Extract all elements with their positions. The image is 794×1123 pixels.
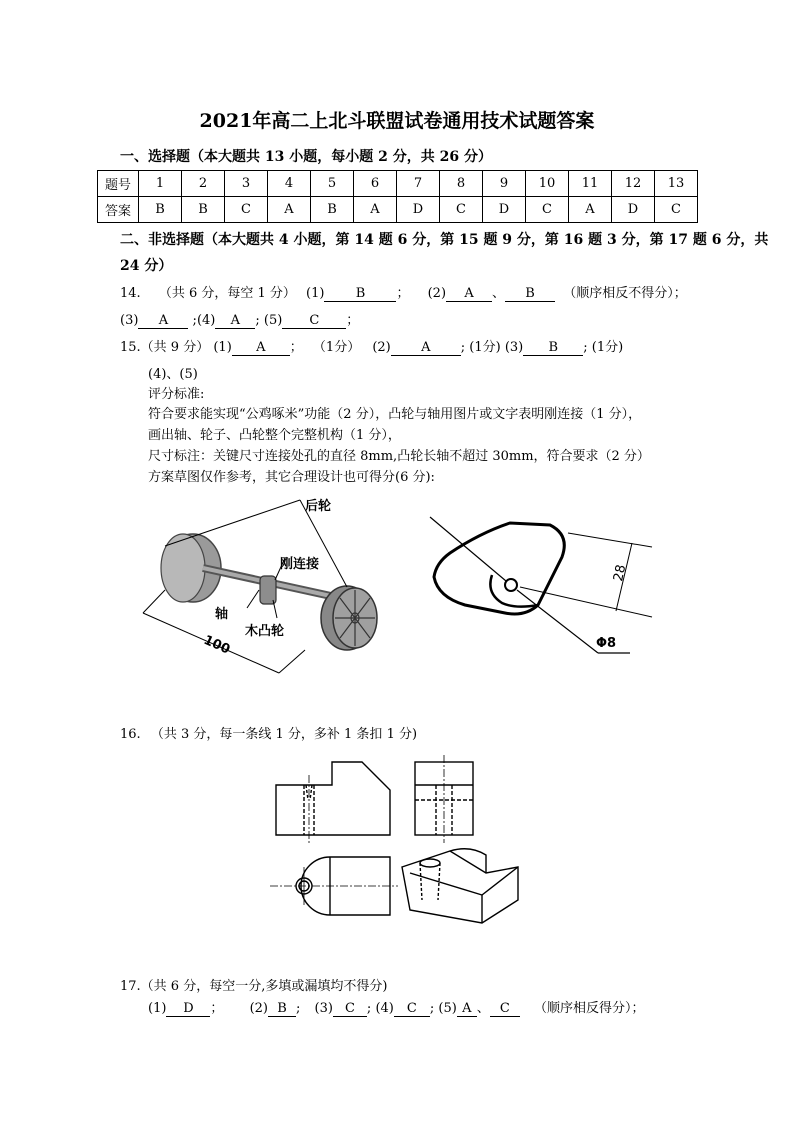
table-cell: 7: [397, 171, 440, 197]
q17-p2: (2): [249, 1001, 268, 1016]
table-cell: 5: [311, 171, 354, 197]
row-label-answer: 答案: [98, 197, 139, 223]
q16-line: [120, 723, 417, 742]
q14-label: 14.: [120, 286, 141, 301]
q14-answer-3: A: [138, 314, 188, 329]
label-shaft: 轴: [215, 607, 229, 622]
table-cell: 6: [354, 171, 397, 197]
table-cell: D: [397, 197, 440, 223]
dim-28: 28: [611, 563, 630, 583]
table-cell: A: [268, 197, 311, 223]
q15-criteria-3: 尺寸标注：关键尺寸连接处孔的直径 8mm,凸轮长轴不超过 30mm，符合要求（2 分）: [148, 449, 650, 464]
table-cell: C: [440, 197, 483, 223]
section2-heading-line2: 24 分）: [120, 258, 173, 274]
table-cell: C: [655, 197, 698, 223]
row-label-question: 题号: [98, 171, 139, 197]
q15-answer-1: A: [232, 341, 290, 356]
q17-answer-5a: A: [457, 1002, 477, 1017]
table-cell: A: [354, 197, 397, 223]
label-cam: 木凸轮: [245, 624, 285, 639]
q14-note: （共 6 分，每空 1 分）: [158, 286, 296, 301]
q14-line1: 14. （共 6 分，每空 1 分） (1) B ； (2) A 、 B （顺序相反不得分）；: [120, 286, 687, 301]
q16-note: （共 3 分，每一条线 1 分，多补 1 条扣 1 分): [150, 727, 418, 742]
table-cell: B: [139, 197, 182, 223]
dim-phi8: Φ8: [596, 636, 617, 651]
q15-answer-2: A: [391, 341, 461, 356]
q15-p1: (1): [213, 340, 232, 355]
table-cell: C: [526, 197, 569, 223]
answer-table: [97, 170, 698, 223]
q15-criteria-4: 方案草图仅作参考，其它合理设计也可得分(6 分):: [148, 470, 435, 485]
q14-p3: (3): [120, 313, 139, 328]
wheel-axle-sketch: [135, 490, 395, 680]
q14-line2: (3) A ;(4) A ; (5) C ；: [120, 313, 360, 328]
table-cell: A: [569, 197, 612, 223]
table-cell: D: [483, 197, 526, 223]
q15-p2: (2): [372, 340, 391, 355]
q15-criteria-1: 符合要求能实现“公鸡啄米”功能（2 分），凸轮与轴用图片或文字表明刚连接（1 分），: [148, 407, 642, 422]
q14-p2: (2): [427, 286, 447, 301]
table-cell: B: [311, 197, 354, 223]
q15-p3: (3): [504, 340, 524, 355]
q15-answer-3: B: [523, 341, 583, 356]
label-rigid-connection: 刚连接: [280, 557, 320, 572]
page-title: 2021年高二上北斗联盟试卷通用技术试题答案: [199, 110, 595, 132]
q14-sep: 、: [492, 286, 506, 301]
q17-answers: (1) D ； (2) B ; (3) C ; (4) C ; (5) A 、 C （顺序相反得分）；: [148, 1001, 645, 1016]
table-cell: 1: [139, 171, 182, 197]
q15-label: 15.（共 9 分）: [120, 340, 210, 355]
q17-answer-5b: C: [490, 1002, 520, 1017]
table-cell: 4: [268, 171, 311, 197]
table-cell: 9: [483, 171, 526, 197]
question-number-row: [98, 171, 698, 197]
q17-answer-3: C: [333, 1002, 367, 1017]
table-cell: 13: [655, 171, 698, 197]
table-cell: 2: [182, 171, 225, 197]
q15-line45: (4)、(5): [148, 367, 198, 382]
dim-100: 100: [201, 632, 233, 658]
q14-order-note: （顺序相反不得分）；: [563, 286, 687, 301]
q14-answer-1: B: [324, 287, 396, 302]
q17-p3: (3): [314, 1001, 333, 1016]
q17-label: 17.（共 6 分，每空一分,多填或漏填均不得分): [120, 979, 388, 994]
q15-score-1: （1分）: [312, 340, 361, 355]
q15-score-2: (1分): [469, 340, 501, 355]
q17-answer-1: D: [166, 1002, 210, 1017]
label-rear-wheel: 后轮: [305, 499, 332, 514]
table-cell: 3: [225, 171, 268, 197]
section1-heading: 一、选择题（本大题共 13 小题，每小题 2 分，共 26 分）: [120, 149, 492, 165]
q17-order-note: （顺序相反得分）；: [533, 1001, 645, 1016]
q15-line1: 15.（共 9 分） (1) A ； （1分） (2) A ; (1分) (3) B ; (1分): [120, 340, 624, 355]
answer-row: [98, 197, 698, 223]
q17-answer-4: C: [394, 1002, 430, 1017]
q15-criteria-2: 画出轴、轮子、凸轮整个完整机构（1 分），: [148, 428, 401, 443]
q14-p1: (1): [306, 286, 325, 301]
table-cell: 10: [526, 171, 569, 197]
q17-p4: (4): [375, 1001, 394, 1016]
q15-criteria-label: 评分标准:: [148, 387, 205, 402]
table-cell: 11: [569, 171, 612, 197]
table-cell: B: [182, 197, 225, 223]
table-cell: 8: [440, 171, 483, 197]
cam-dimension-sketch: [420, 505, 660, 665]
table-cell: C: [225, 197, 268, 223]
q14-p4: (4): [196, 313, 216, 328]
q14-p5: (5): [263, 313, 283, 328]
q17-p5: (5): [438, 1001, 457, 1016]
q14-answer-5: C: [282, 314, 346, 329]
q17-p1: (1): [148, 1001, 167, 1016]
q14-answer-2a: A: [446, 287, 492, 302]
q14-answer-4: A: [215, 314, 255, 329]
section2-heading-line1: 二、非选择题（本大题共 4 小题，第 14 题 6 分，第 15 题 9 分，第 16 题 3 分，第 17 题 6 分，共: [120, 232, 769, 248]
q17-sep: 、: [476, 1001, 490, 1016]
q15-score-3: (1分): [591, 340, 624, 355]
q14-answer-2b: B: [505, 287, 555, 302]
q16-label: 16.: [120, 727, 141, 742]
q17-answer-2: B: [268, 1002, 296, 1017]
three-view-drawing: [270, 755, 530, 925]
table-cell: 12: [612, 171, 655, 197]
table-cell: D: [612, 197, 655, 223]
